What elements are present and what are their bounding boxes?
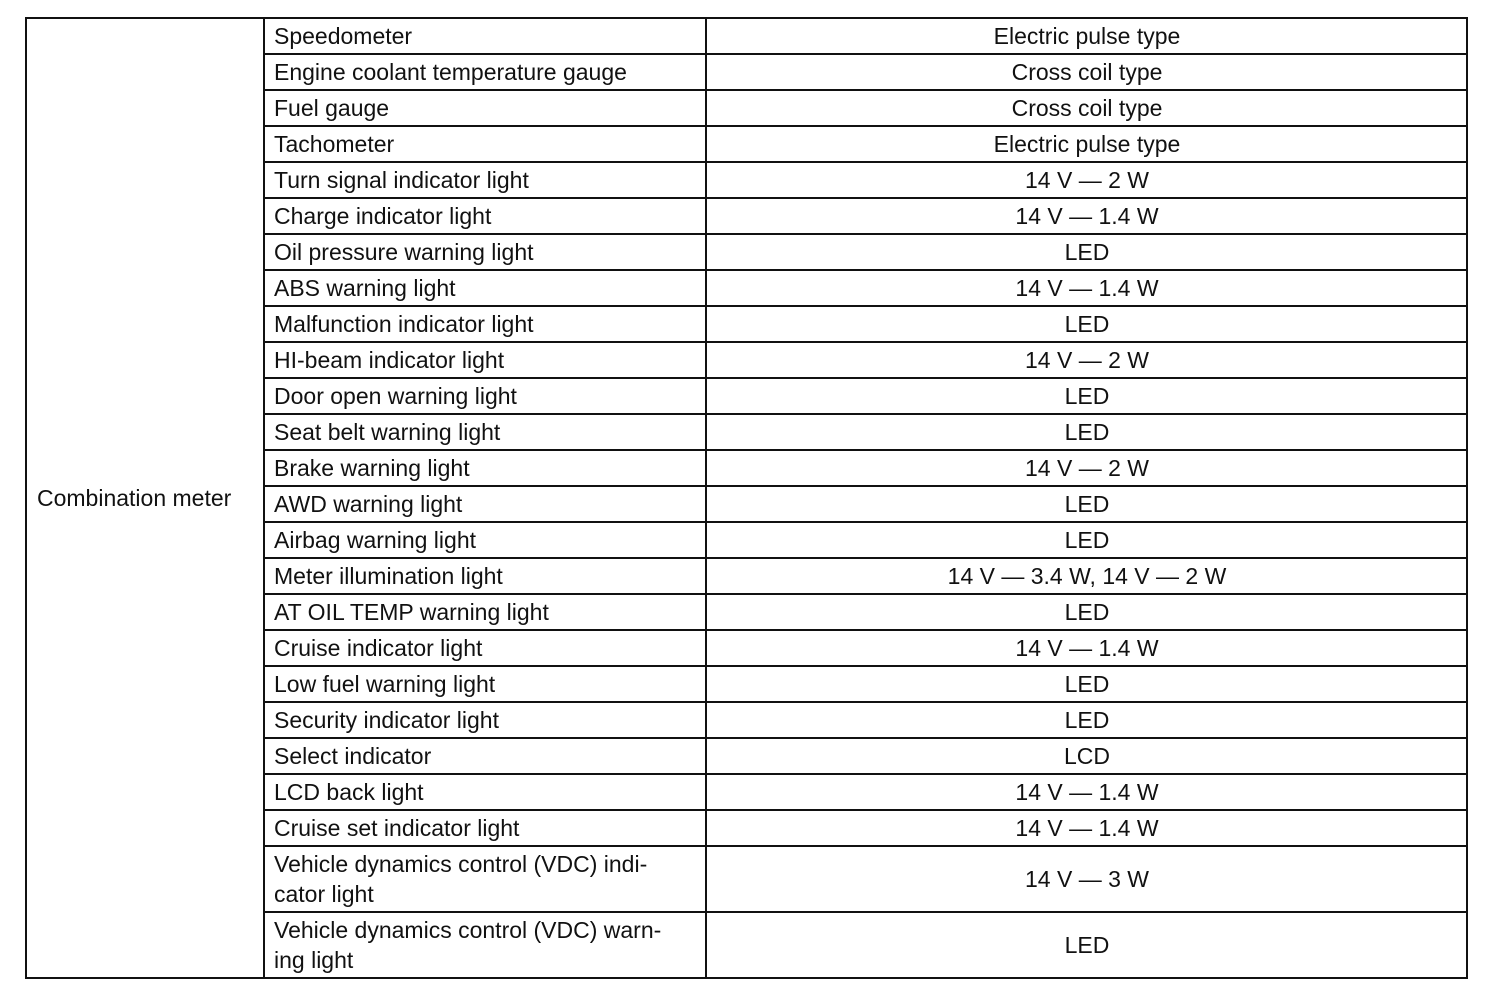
item-cell (264, 522, 706, 558)
item-value: 14 V — 3 W (1025, 866, 1149, 892)
item-value: LED (1064, 671, 1110, 697)
group-label-cell (26, 18, 264, 978)
item-label: HI-beam indicator light (274, 347, 505, 373)
value-cell (706, 414, 1467, 450)
item-label: Cruise set indicator light (274, 815, 520, 841)
item-value: Electric pulse type (993, 23, 1181, 49)
item-label: Vehicle dynamics control (VDC) warn- ing light (274, 917, 662, 973)
item-label: Brake warning light (274, 455, 470, 481)
item-label: Select indicator (274, 743, 432, 769)
item-value: Electric pulse type (993, 131, 1181, 157)
item-value: LED (1064, 239, 1110, 265)
item-value: 14 V — 1.4 W (1015, 635, 1159, 661)
item-cell (264, 594, 706, 630)
value-cell (706, 594, 1467, 630)
item-value: LCD (1063, 743, 1110, 769)
value-cell (706, 846, 1467, 912)
item-label: Oil pressure warning light (274, 239, 534, 265)
item-label: Turn signal indicator light (274, 167, 529, 193)
item-value: Cross coil type (1011, 95, 1163, 121)
item-cell (264, 162, 706, 198)
item-value: 14 V — 1.4 W (1015, 203, 1159, 229)
item-cell (264, 912, 706, 978)
item-label: Fuel gauge (274, 95, 390, 121)
value-cell (706, 54, 1467, 90)
value-cell (706, 18, 1467, 54)
item-label: Engine coolant temperature gauge (274, 59, 627, 85)
item-cell (264, 774, 706, 810)
item-cell (264, 54, 706, 90)
item-cell (264, 450, 706, 486)
item-value: LED (1064, 599, 1110, 625)
value-cell (706, 810, 1467, 846)
item-label: ABS warning light (274, 275, 456, 301)
item-label: Speedometer (274, 23, 413, 49)
item-cell (264, 702, 706, 738)
value-cell (706, 912, 1467, 978)
value-cell (706, 270, 1467, 306)
item-label: Seat belt warning light (274, 419, 501, 445)
item-label: Vehicle dynamics control (VDC) indi- cator light (274, 851, 648, 907)
value-cell (706, 666, 1467, 702)
item-cell (264, 630, 706, 666)
value-cell (706, 450, 1467, 486)
item-cell (264, 378, 706, 414)
item-cell (264, 18, 706, 54)
value-cell (706, 774, 1467, 810)
value-cell (706, 702, 1467, 738)
item-value: 14 V — 2 W (1025, 347, 1149, 373)
item-label: Tachometer (274, 131, 395, 157)
value-cell (706, 198, 1467, 234)
item-value: 14 V — 1.4 W (1015, 779, 1159, 805)
item-value: LED (1064, 932, 1110, 958)
item-value: LED (1064, 383, 1110, 409)
item-value: 14 V — 1.4 W (1015, 275, 1159, 301)
item-label: Malfunction indicator light (274, 311, 534, 337)
item-value: 14 V — 1.4 W (1015, 815, 1159, 841)
value-cell (706, 126, 1467, 162)
item-value: Cross coil type (1011, 59, 1163, 85)
item-cell (264, 198, 706, 234)
item-cell (264, 666, 706, 702)
item-label: Low fuel warning light (274, 671, 496, 697)
item-cell (264, 306, 706, 342)
item-value: 14 V — 3.4 W, 14 V — 2 W (947, 563, 1227, 589)
item-value: LED (1064, 707, 1110, 733)
value-cell (706, 306, 1467, 342)
item-cell (264, 342, 706, 378)
value-cell (706, 234, 1467, 270)
item-value: LED (1064, 419, 1110, 445)
item-label: AWD warning light (274, 491, 463, 517)
item-cell (264, 846, 706, 912)
item-value: LED (1064, 491, 1110, 517)
combination-meter-spec-table (25, 17, 1468, 979)
value-cell (706, 522, 1467, 558)
item-cell (264, 126, 706, 162)
item-cell (264, 234, 706, 270)
table-row (26, 18, 1467, 54)
item-cell (264, 90, 706, 126)
value-cell (706, 342, 1467, 378)
item-label: Door open warning light (274, 383, 517, 409)
item-cell (264, 810, 706, 846)
group-label: Combination meter (37, 485, 232, 511)
value-cell (706, 90, 1467, 126)
item-value: 14 V — 2 W (1025, 167, 1149, 193)
item-cell (264, 738, 706, 774)
item-value: LED (1064, 311, 1110, 337)
item-cell (264, 486, 706, 522)
item-label: Security indicator light (274, 707, 499, 733)
item-cell (264, 558, 706, 594)
item-cell (264, 414, 706, 450)
item-value: LED (1064, 527, 1110, 553)
item-cell (264, 270, 706, 306)
value-cell (706, 630, 1467, 666)
value-cell (706, 738, 1467, 774)
item-label: AT OIL TEMP warning light (274, 599, 549, 625)
value-cell (706, 558, 1467, 594)
item-label: Meter illumination light (274, 563, 503, 589)
value-cell (706, 378, 1467, 414)
item-label: Airbag warning light (274, 527, 477, 553)
value-cell (706, 486, 1467, 522)
item-label: Charge indicator light (274, 203, 492, 229)
item-label: LCD back light (274, 779, 424, 805)
item-label: Cruise indicator light (274, 635, 483, 661)
value-cell (706, 162, 1467, 198)
item-value: 14 V — 2 W (1025, 455, 1149, 481)
spec-table-body (26, 18, 1467, 978)
